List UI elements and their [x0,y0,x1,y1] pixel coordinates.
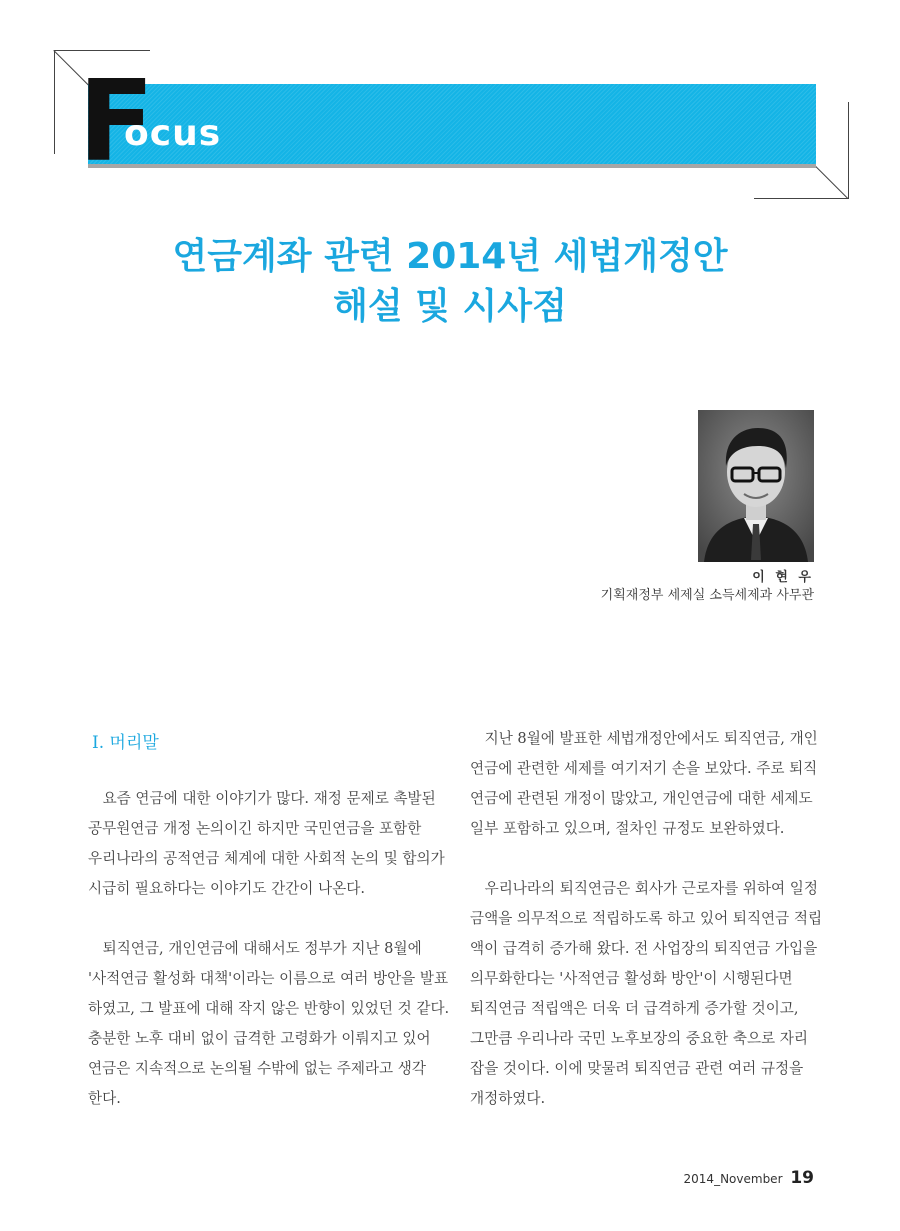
author-affiliation: 기획재정부 세제실 소득세제과 사무관 [600,588,814,603]
text-line: 하였고, 그 발표에 대해 작지 않은 반향이 있었던 것 같다. [88,1000,450,1017]
text-line: 한다. [88,1090,121,1107]
article-title-line2: 해설 및 시사점 [333,286,567,327]
right-column [470,724,823,1114]
author-portrait-icon [698,410,814,562]
text-line: 우리나라의 공적연금 체계에 대한 사회적 논의 및 합의가 [88,850,445,867]
text-line: 지난 8월에 발표한 세법개정안에서도 퇴직연금, 개인 [470,730,818,747]
text-line: 금액을 의무적으로 적립하도록 하고 있어 퇴직연금 적립 [470,910,823,927]
text-line: 그만큼 우리나라 국민 노후보장의 중요한 축으로 자리 [470,1030,808,1047]
frame-left-line [54,50,55,154]
author-photo [698,410,814,562]
text-line: 연금은 지속적으로 논의될 수밖에 없는 주제라고 생각 [88,1060,426,1077]
text-line: 잡을 것이다. 이에 맞물려 퇴직연금 관련 여러 규정을 [470,1060,804,1077]
focus-logo-initial: F [78,57,153,187]
focus-logo-text: ocus [124,113,222,154]
left-column [88,784,450,1114]
text-line: 의무화한다는 '사적연금 활성화 방안'이 시행된다면 [470,970,793,987]
text-line: 요즘 연금에 대한 이야기가 많다. 재정 문제로 촉발된 [88,790,436,807]
page-number: 19 [790,1168,814,1188]
paragraph [88,784,445,904]
text-line: 공무원연금 개정 논의이긴 하지만 국민연금을 포함한 [88,820,422,837]
section-heading: Ⅰ. 머리말 [92,733,159,753]
text-line: 충분한 노후 대비 없이 급격한 고령화가 이뤄지고 있어 [88,1030,431,1047]
text-line: 연금에 관련한 세제를 여기저기 손을 보았다. 주로 퇴직 [470,760,818,777]
author-name: 이 현 우 [752,570,814,585]
paragraph [470,874,823,1114]
frame-right-line [848,102,849,198]
article-title [0,232,900,332]
text-line: 연금에 관련된 개정이 많았고, 개인연금에 대한 세제도 [470,790,813,807]
issue-label: 2014_November [683,1172,783,1186]
focus-header-underbar [88,164,816,168]
text-line: 개정하였다. [470,1090,546,1107]
text-line: '사적연금 활성화 대책'이라는 이름으로 여러 방안을 발표 [88,970,449,987]
text-line: 퇴직연금 적립액은 더욱 더 급격하게 증가할 것이고, [470,1000,799,1017]
paragraph [88,934,450,1114]
text-line: 시급히 필요하다는 이야기도 간간이 나온다. [88,880,365,897]
text-line: 일부 포함하고 있으며, 절차인 규정도 보완하였다. [470,820,785,837]
text-line: 퇴직연금, 개인연금에 대해서도 정부가 지난 8월에 [88,940,422,957]
paragraph [470,724,818,844]
frame-bottom-line [754,198,849,199]
page-footer [684,1168,814,1188]
frame-top-line [54,50,150,51]
text-line: 액이 급격히 증가해 왔다. 전 사업장의 퇴직연금 가입을 [470,940,818,957]
article-title-line1: 연금계좌 관련 2014년 세법개정안 [172,236,728,277]
text-line: 우리나라의 퇴직연금은 회사가 근로자를 위하여 일정 [470,880,818,897]
